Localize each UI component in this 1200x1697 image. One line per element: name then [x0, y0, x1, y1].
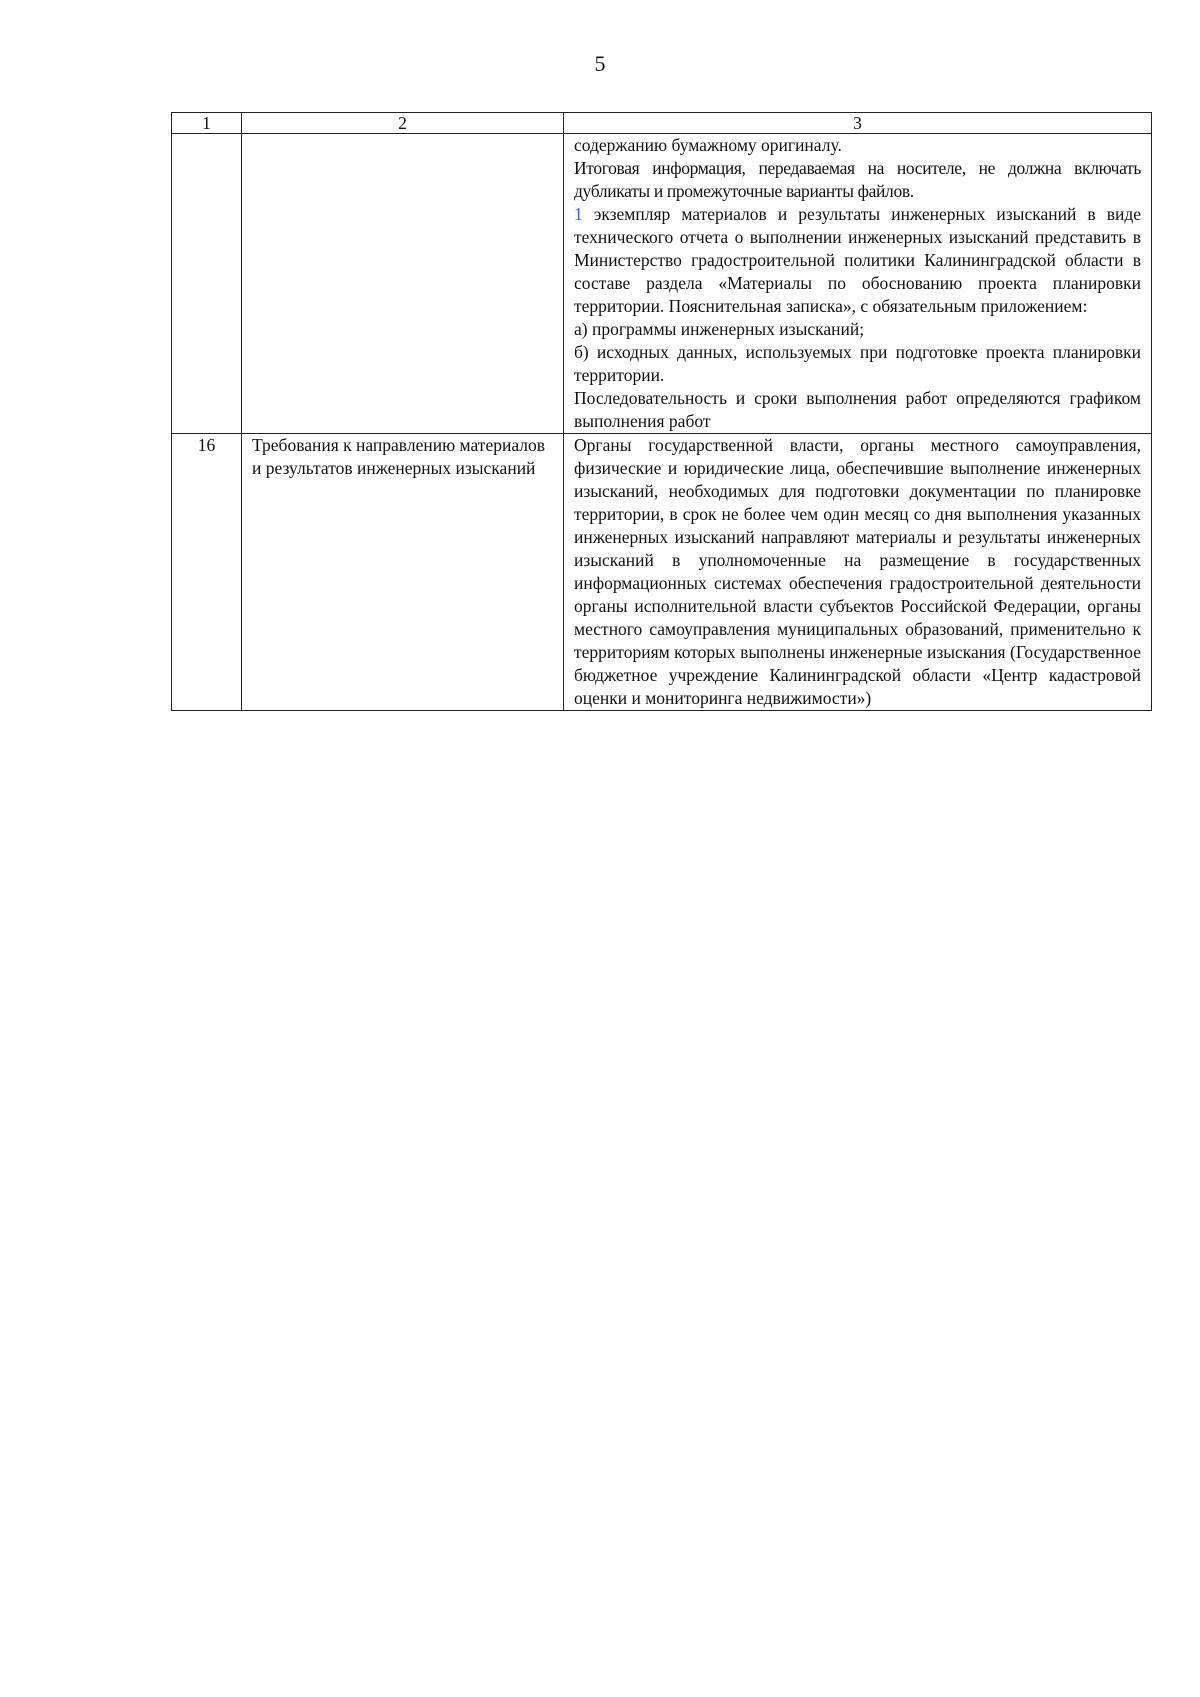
- row-number-cell: 16: [172, 434, 242, 711]
- text-paragraph: Последовательность и сроки выполнения работ определяются графиком выполнения работ: [574, 388, 1141, 431]
- text-paragraph-rest: экземпляр материалов и результаты инженерных изысканий в виде технического отчета о выполнении инженерных изысканий представить в Министерство градостроительной политики Калининградской области в составе раздела «Материалы по обоснованию проекта планировки территории. Пояснительная записка», с обязательным приложением:: [574, 204, 1141, 316]
- table-header: [172, 113, 1152, 134]
- requirement-name-cell: [242, 134, 564, 434]
- table-header-row: [172, 113, 1152, 134]
- row-number-cell: [172, 134, 242, 434]
- table-row: [172, 434, 1152, 711]
- requirement-text-cell: [564, 134, 1152, 434]
- requirement-text-cell: [564, 434, 1152, 711]
- page-number: 5: [594, 51, 606, 76]
- text-paragraph: Органы государственной власти, органы местного самоуправления, физические и юридические лица, обеспечившие выполнение инженерных изысканий, необходимых для подготовки документации по планировке территории, в срок не более чем один месяц со дня выполнения указанных инженерных изысканий направляют материалы и результаты инженерных изысканий в уполномоченные на размещение в государственных информационных системах обеспечения градостроительной деятельности органы исполнительной власти субъектов Российской Федерации, органы местного самоуправления муниципальных образований, применительно к территориям которых выполнены инженерные изыскания (Государственное бюджетное учреждение Калининградской области «Центр кадастровой оценки и мониторинга недвижимости»): [574, 435, 1141, 708]
- text-paragraph: Итоговая информация, передаваемая на носителе, не должна включать дубликаты и промежуточные варианты файлов.: [574, 158, 1141, 201]
- text-paragraph: а) программы инженерных изысканий;: [574, 319, 865, 339]
- requirements-table: [171, 112, 1152, 711]
- requirement-name-cell: Требования к направлению материалов и результатов инженерных изысканий: [242, 434, 564, 711]
- column-header-2: 2: [242, 113, 564, 134]
- column-header-1: 1: [172, 113, 242, 134]
- copy-count-digit: 1: [574, 204, 583, 224]
- text-paragraph: [574, 203, 1141, 318]
- table-row: [172, 134, 1152, 434]
- text-paragraph: б) исходных данных, используемых при подготовке проекта планировки территории.: [574, 342, 1141, 385]
- text-paragraph: содержанию бумажному оригиналу.: [574, 135, 842, 155]
- column-header-3: 3: [564, 113, 1152, 134]
